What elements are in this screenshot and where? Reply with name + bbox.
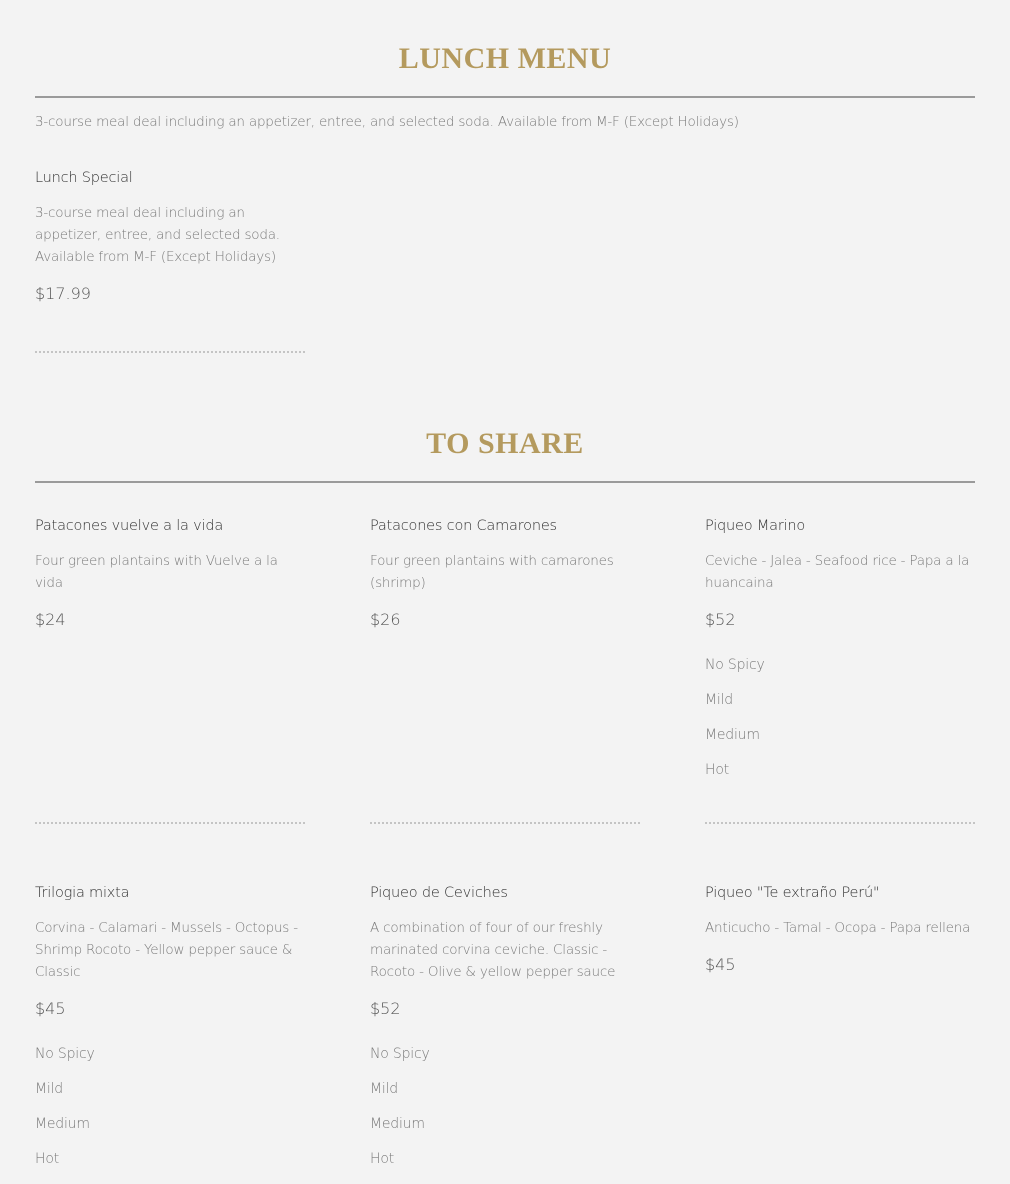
spice-option-no-spicy[interactable]: No Spicy bbox=[370, 1046, 430, 1062]
spice-option-no-spicy[interactable]: No Spicy bbox=[705, 657, 765, 673]
lunch-menu-rule bbox=[35, 96, 975, 98]
item-description: A combination of four of our freshly marinated corvina ceviche. Classic - Rocoto - Olive & yellow pepper sauce bbox=[370, 920, 616, 980]
spice-option-mild[interactable]: Mild bbox=[370, 1081, 398, 1097]
item-price: $24 bbox=[35, 610, 66, 629]
item-price: $45 bbox=[35, 999, 66, 1018]
menu-item-patacones-vuelve[interactable] bbox=[35, 516, 305, 629]
menu-item-patacones-camarones[interactable] bbox=[370, 516, 640, 629]
item-name: Piqueo de Ceviches bbox=[370, 885, 508, 901]
spice-option-hot[interactable]: Hot bbox=[705, 762, 729, 778]
to-share-title: TO SHARE bbox=[426, 427, 584, 460]
item-name: Lunch Special bbox=[35, 170, 133, 186]
item-price: $45 bbox=[705, 955, 736, 974]
spice-options bbox=[370, 1044, 640, 1184]
menu-item-trilogia-mixta[interactable] bbox=[35, 883, 305, 1184]
item-name: Piqueo Marino bbox=[705, 518, 806, 534]
item-price: $52 bbox=[370, 999, 401, 1018]
item-price: $52 bbox=[705, 610, 736, 629]
spice-options bbox=[35, 1044, 305, 1184]
item-name: Piqueo "Te extraño Perú" bbox=[705, 885, 880, 901]
item-price: $17.99 bbox=[35, 284, 91, 303]
item-name: Patacones con Camarones bbox=[370, 518, 557, 534]
item-divider bbox=[705, 822, 975, 824]
item-divider bbox=[370, 822, 640, 824]
spice-option-hot[interactable]: Hot bbox=[35, 1151, 59, 1167]
item-description: Anticucho - Tamal - Ocopa - Papa rellena bbox=[705, 920, 971, 936]
menu-item-piqueo-ceviches[interactable] bbox=[370, 883, 640, 1184]
item-divider bbox=[35, 351, 305, 353]
item-description: Corvina - Calamari - Mussels - Octopus - Shrimp Rocoto - Yellow pepper sauce & Classic bbox=[35, 920, 298, 980]
spice-option-medium[interactable]: Medium bbox=[705, 727, 760, 743]
spice-option-no-spicy[interactable]: No Spicy bbox=[35, 1046, 95, 1062]
lunch-menu-title: LUNCH MENU bbox=[398, 42, 612, 75]
item-description: Four green plantains with Vuelve a la vida bbox=[35, 553, 278, 591]
item-description: 3-course meal deal including an appetizer, entree, and selected soda. Available from M-F (Except Holidays) bbox=[35, 205, 280, 265]
spice-options bbox=[705, 655, 975, 795]
spice-option-medium[interactable]: Medium bbox=[35, 1116, 90, 1132]
item-divider bbox=[35, 822, 305, 824]
item-price: $26 bbox=[370, 610, 401, 629]
menu-item-te-extrano-peru[interactable] bbox=[705, 883, 975, 974]
item-name: Patacones vuelve a la vida bbox=[35, 518, 224, 534]
spice-option-mild[interactable]: Mild bbox=[705, 692, 733, 708]
item-name: Trilogia mixta bbox=[35, 885, 130, 901]
menu-item-piqueo-marino[interactable] bbox=[705, 516, 975, 795]
to-share-rule bbox=[35, 481, 975, 483]
spice-option-hot[interactable]: Hot bbox=[370, 1151, 394, 1167]
lunch-menu-intro: 3-course meal deal including an appetizer, entree, and selected soda. Available from M-F (Except Holidays) bbox=[35, 114, 739, 130]
item-description: Ceviche - Jalea - Seafood rice - Papa a la huancaina bbox=[705, 553, 970, 591]
menu-item-lunch-special[interactable] bbox=[35, 168, 305, 303]
spice-option-medium[interactable]: Medium bbox=[370, 1116, 425, 1132]
item-description: Four green plantains with camarones (shrimp) bbox=[370, 553, 614, 591]
spice-option-mild[interactable]: Mild bbox=[35, 1081, 63, 1097]
